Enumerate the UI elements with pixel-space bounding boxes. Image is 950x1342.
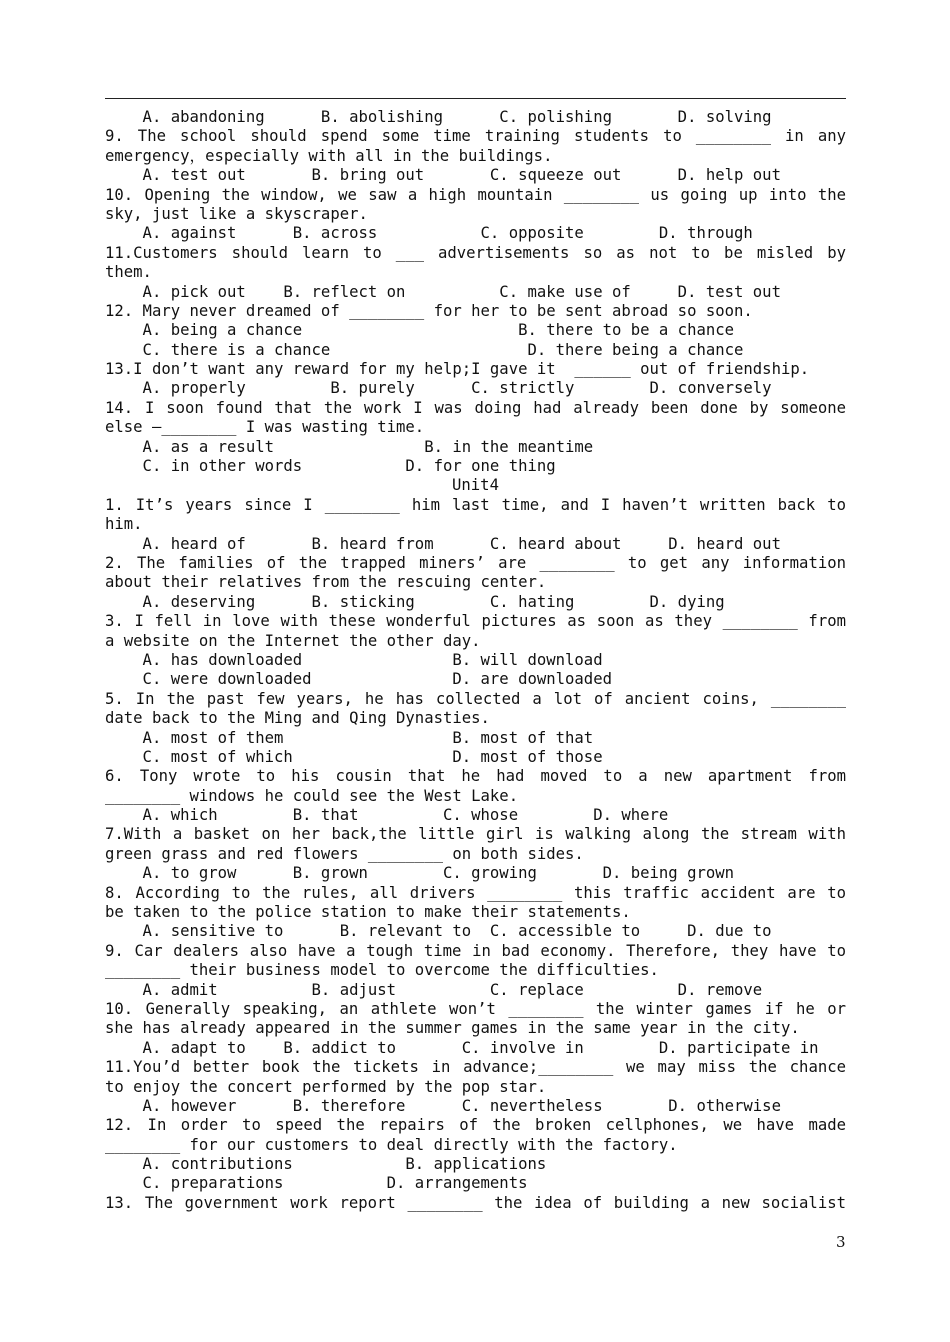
text-line: C. most of which D. most of those [105,747,603,766]
text-line: A. contributions B. applications [105,1155,547,1174]
text-line: A. deserving B. sticking C. hating D. dying [105,592,725,611]
page-number: 3 [836,1233,846,1251]
text-line: A. as a result B. in the meantime [105,437,594,456]
text-line: 9. Car dealers also have a tough time in bad economy. Therefore, they have to [105,941,846,960]
text-line: 3. I fell in love with these wonderful pictures as soon as they ________ from [105,612,846,631]
text-line: A. admit B. adjust C. replace D. remove [105,980,763,999]
text-line: A. pick out B. reflect on C. make use of D. test out [105,282,781,301]
text-line: 2. The families of the trapped miners’ are ________ to get any information [105,553,846,572]
text-line: ________ for our customers to deal directly with the factory. [105,1135,678,1154]
text-line: 12. In order to speed the repairs of the broken cellphones, we have made [105,1116,846,1135]
text-line: 7.With a basket on her back,the little girl is walking along the stream with [105,825,846,844]
text-line: A. however B. therefore C. nevertheless D. otherwise [105,1096,781,1115]
text-line: 14. I soon found that the work I was doing had already been done by someone [105,398,846,417]
text-line: A. against B. across C. opposite D. through [105,224,753,243]
exercise-text [105,108,846,1213]
text-line: to enjoy the concert performed by the pop star. [105,1077,547,1096]
text-line: a website on the Internet the other day. [105,631,481,650]
text-line: A. test out B. bring out C. squeeze out D. help out [105,166,781,185]
text-line: A. heard of B. heard from C. heard about D. heard out [105,534,781,553]
text-line: A. being a chance B. there to be a chance [105,321,735,340]
text-line: him. [105,515,143,534]
text-line: 6. Tony wrote to his cousin that he had moved to a new apartment from [105,767,846,786]
text-line: A. which B. that C. whose D. where [105,806,669,825]
text-line: C. there is a chance D. there being a chance [105,340,744,359]
text-line: 1. It’s years since I ________ him last time, and I haven’t written back to [105,495,846,514]
text-line: 13.I don’t want any reward for my help;I gave it ______ out of friendship. [105,360,810,379]
text-line: 5. In the past few years, he has collected a lot of ancient coins, ________ [105,689,846,708]
text-line: 9. The school should spend some time training students to ________ in any [105,127,846,146]
text-line: A. to grow B. grown C. growing D. being grown [105,864,735,883]
text-line: she has already appeared in the summer games in the same year in the city. [105,1019,800,1038]
text-line: about their relatives from the rescuing center. [105,573,547,592]
unit-heading: Unit4 [452,476,499,495]
text-line: emergency，especially with all in the buildings. [105,146,553,165]
text-line: C. were downloaded D. are downloaded [105,670,612,689]
text-line: C. preparations D. arrangements [105,1174,528,1193]
text-line: sky, just like a skyscraper. [105,204,368,223]
text-line: A. sensitive to B. relevant to C. accessible to D. due to [105,922,772,941]
text-line: A. has downloaded B. will download [105,650,603,669]
text-line: C. in other words D. for one thing [105,457,556,476]
text-line: ________ their business model to overcome the difficulties. [105,961,659,980]
text-line: 10. Opening the window, we saw a high mountain ________ us going up into the [105,185,846,204]
text-line: 12. Mary never dreamed of ________ for her to be sent abroad so soon. [105,301,753,320]
header-rule [105,98,846,99]
text-line: 11.You’d better book the tickets in advance;________ we may miss the chance [105,1058,846,1077]
text-line: them. [105,263,152,282]
text-line: green grass and red flowers ________ on both sides. [105,844,584,863]
text-line: date back to the Ming and Qing Dynasties. [105,709,490,728]
text-line: 8. According to the rules, all drivers ________ this traffic accident are to [105,883,846,902]
text-line: A. abandoning B. abolishing C. polishing D. solving [105,108,772,126]
text-line: ________ windows he could see the West Lake. [105,786,519,805]
text-line: A. most of them B. most of that [105,728,594,747]
text-line: be taken to the police station to make their statements. [105,903,631,922]
text-line: A. adapt to B. addict to C. involve in D. participate in [105,1038,819,1057]
text-line: 10. Generally speaking, an athlete won’t ________ the winter games if he or [105,999,846,1018]
text-line: else —________ I was wasting time. [105,418,425,437]
text-line: 13. The government work report ________ the idea of building a new socialist [105,1193,846,1212]
text-line: 11.Customers should learn to ___ advertisements so as not to be misled by [105,243,846,262]
text-line: A. properly B. purely C. strictly D. conversely [105,379,772,398]
